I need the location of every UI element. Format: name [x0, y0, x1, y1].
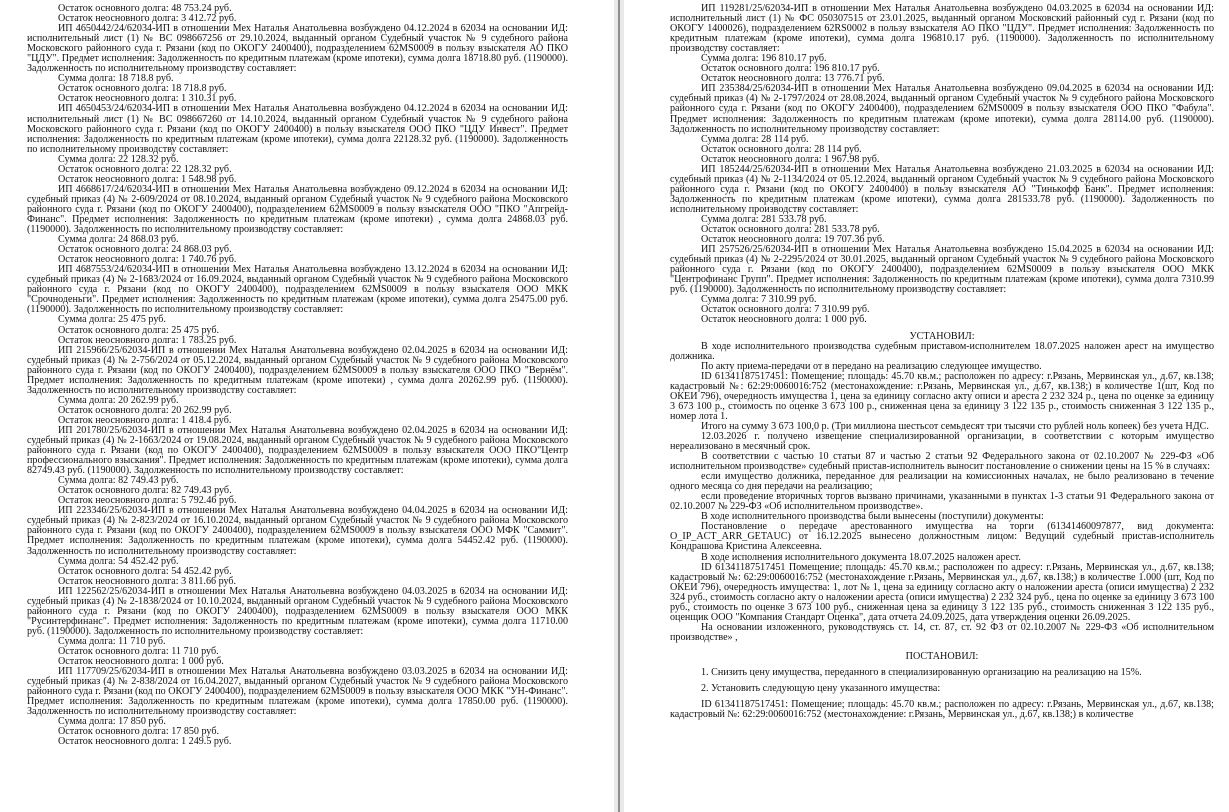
- paragraph: ИП 4650453/24/62034-ИП в отношении Мех Наталья Анатольевна возбуждено 04.12.2024 в 62034 на основании ИД: исполнительный лист (1) № ВС 098667260 от 14.10.2024, выданный органом Судебный участок № 9 судебного района Московского районного суда г. Рязани (код по ОКОГУ 2400400) в пользу взыскателя ООО ПКО "ЦДУ Инвест". Предмет исполнения: Задолженность по кредитным платежам (кроме ипотеки), сумма долга 22128.32 руб. (1190000). Задолженность по исполнительному производству составляет:: [27, 103, 568, 155]
- section-heading: ПОСТАНОВИЛ:: [905, 650, 979, 662]
- debt-summary-line: Остаток основного долга: 24 868.03 руб.: [58, 244, 232, 256]
- debt-summary-line: Сумма долга: 196 810.17 руб.: [701, 53, 827, 65]
- paragraph: ID 61341187517451: Помещение; площадь: 45.70 кв.м.; расположен по адресу: г.Рязань, Мервинская ул., д.67, кв.138; кадастровый №: 62:29:0060016:752 (местонахождение: г.Рязань, Мервинская ул., д.67, кв.138;) в количестве: [670, 699, 1214, 721]
- paragraph: В соответствии с частью 10 статьи 87 и частью 2 статьи 92 Федерального закона от 02.10.2007 № 229-ФЗ «Об исполнительном производстве» судебный пристав-исполнитель выносит постановление о снижении цены на 15 % в случаях:: [670, 451, 1214, 473]
- debt-summary-line: Остаток основного долга: 22 128.32 руб.: [58, 163, 232, 175]
- paragraph: ИП 235384/25/62034-ИП в отношении Мех Наталья Анатольевна возбуждено 09.04.2025 в 62034 на основании ИД: судебный приказ (4) № 2-1797/2024 от 28.08.2024, выданный органом Судебный участок № 9 судебного района Московского районного суда г. Рязани (код по ОКОГУ 2400400), подразделением 62MS0009 в пользу взыскателя ООО ПКО "Фабула". Предмет исполнения: Задолженность по кредитным платежам (кроме ипотеки), сумма долга 28114.00 руб. (1190000). Задолженность по исполнительному производству составляет:: [670, 83, 1214, 135]
- debt-summary-line: Сумма долга: 82 749.43 руб.: [58, 475, 179, 487]
- debt-summary-line: Остаток основного долга: 196 810.17 руб.: [701, 63, 880, 75]
- paragraph: В ходе исполнения исполнительного документа 18.07.2025 наложен арест.: [701, 551, 1021, 563]
- section-heading: УСТАНОВИЛ:: [909, 330, 975, 342]
- debt-summary-line: Остаток неосновного долга: 1 548.98 руб.: [58, 173, 237, 185]
- paragraph: ИП 4650442/24/62034-ИП в отношении Мех Наталья Анатольевна возбуждено 04.12.2024 в 62034 на основании ИД: исполнительный лист (1) № ВС 098667256 от 29.10.2024, выданный органом Судебный участок № 9 судебного района Московского районного суда г. Рязани (код по ОКОГУ 2400400), подразделением 62MS0009 в пользу взыскателя АО ПКО "ЦДУ". Предмет исполнения: Задолженность по кредитным платежам (кроме ипотеки), сумма долга 18718.80 руб. (1190000). Задолженность по исполнительному производству составляет:: [27, 23, 568, 75]
- paragraph: ИП 185244/25/62034-ИП в отношении Мех Наталья Анатольевна возбуждено 21.03.2025 в 62034 на основании ИД: судебный приказ (4) № 2-1134/2024 от 05.12.2024, выданный органом Судебный участок № 9 судебного района Московского районного суда г. Рязани (код по ОКОГУ 2400400) в пользу взыскателя АО "Тинькофф Банк". Предмет исполнения: Задолженность по кредитным платежам (кроме ипотеки), сумма долга 281533.78 руб. (1190000). Задолженность по исполнительному производству составляет:: [670, 163, 1214, 215]
- debt-summary-line: Сумма долга: 25 475 руб.: [58, 314, 166, 326]
- paragraph: ИП 4668617/24/62034-ИП в отношении Мех Наталья Анатольевна возбуждено 09.12.2024 в 62034 на основании ИД: судебный приказ (4) № 2-609/2024 от 08.10.2024, выданный органом Судебный участок № 9 судебного района Московского районного суда г. Рязани (код по ОКОГУ 2400400), подразделением 62MS0009 в пользу взыскателя ООО "ПКО "Апгрейд-Финанс". Предмет исполнения: Задолженность по кредитным платежам (кроме ипотеки) , сумма долга 24868.03 руб. (1190000). Задолженность по исполнительному производству составляет:: [27, 183, 568, 236]
- debt-summary-line: Остаток основного долга: 82 749.43 руб.: [58, 485, 232, 497]
- debt-summary-line: Остаток основного долга: 281 533.78 руб.: [701, 224, 880, 236]
- page-divider: [618, 0, 620, 812]
- paragraph: В ходе исполнительного производства судебным приставом-исполнителем 18.07.2025 наложен арест на имущество должника.: [670, 340, 1214, 362]
- paragraph: 2. Установить следующую цену указанного имущества:: [701, 683, 941, 695]
- debt-summary-line: Остаток основного долга: 48 753.24 руб.: [58, 3, 232, 14]
- paragraph: ID 61341187517451: Помещение; площадь: 45.70 кв.м.; расположен по адресу: г.Рязань, Мервинская ул., д.67, кв.138; кадастровый №: 62:29:0060016:752 (местонахождение: г.Рязань, Мервинская ул., д.67, кв.138;) в количестве 1(шт, Код по ОКЕИ 796), очередность имущества 1, цена за единицу согласно акту описи и ареста 2 232 324 р., цена по оценке за единицу 3 673 100 р., стоимость по оценке 3 673 100 р., сниженная цена за единицу 3 122 135 р., стоимость сниженная 3 122 135 р., номер лота 1.: [670, 370, 1214, 422]
- paragraph: если проведение вторичных торгов вызвано причинами, указанными в пунктах 1-3 статьи 91 Федерального закона от 02.10.2007 № 229-ФЗ «Об исполнительном производстве».: [670, 491, 1214, 513]
- debt-summary-line: Остаток неосновного долга: 13 776.71 руб.: [701, 73, 885, 85]
- paragraph: ИП 122562/25/62034-ИП в отношении Мех Наталья Анатольевна возбуждено 04.03.2025 в 62034 на основании ИД: судебный приказ (4) № 2-1838/2024 от 10.10.2024, выданный органом Судебный участок № 9 судебного района Московского районного суда г. Рязани (код по ОКОГУ 2400400), подразделением 62MS0009 в пользу взыскателя ООО МКК "Русинтерфинанс". Предмет исполнения: Задолженность по кредитным платежам (кроме ипотеки), сумма долга 11710.00 руб. (1190000). Задолженность по исполнительному производству составляет:: [27, 585, 568, 637]
- paragraph: 1. Снизить цену имущества, переданного в специализированную организацию на реализацию на 15%.: [701, 667, 1142, 678]
- debt-summary-line: Остаток неосновного долга: 3 811.66 руб.: [58, 575, 237, 587]
- debt-summary-line: Сумма долга: 24 868.03 руб.: [58, 234, 179, 246]
- debt-summary-line: Остаток основного долга: 25 475 руб.: [58, 324, 219, 336]
- debt-summary-line: Остаток неосновного долга: 1 000 руб.: [701, 314, 867, 326]
- paragraph: ИП 201780/25/62034-ИП в отношении Мех Наталья Анатольевна возбуждено 02.04.2025 в 62034 на основании ИД: судебный приказ (4) № 2-1663/2024 от 19.08.2024, выданный органом Судебный участок № 9 судебного района Московского районного суда г. Рязани (код по ОКОГУ 2400400), подразделением 62MS0009 в пользу взыскателя ООО ПКО"Центр профессионального взыскания". Предмет исполнения: Задолженность по кредитным платежам (кроме ипотеки), сумма долга 82749.43 руб. (1190000). Задолженность по исполнительному производству составляет:: [27, 424, 568, 477]
- debt-summary-line: Остаток основного долга: 20 262.99 руб.: [58, 404, 232, 416]
- debt-summary-line: Сумма долга: 20 262.99 руб.: [58, 394, 179, 406]
- paragraph: ИП 119281/25/62034-ИП в отношении Мех Наталья Анатольевна возбуждено 04.03.2025 в 62034 на основании ИД: исполнительный лист (1) № ФС 050307515 от 23.01.2025, выданный органом Московский районный суд г. Рязани (код по ОКОГУ 1400026), подразделением 62RS0002 в пользу взыскателя АО ПКО "ЦДУ". Предмет исполнения: Задолженность по кредитным платежам (кроме ипотеки), сумма долга 196810.17 руб. (1190000). Задолженность по исполнительному производству составляет:: [670, 3, 1214, 55]
- debt-summary-line: Остаток неосновного долга: 1 000 руб.: [58, 656, 224, 668]
- debt-summary-line: Остаток неосновного долга: 1 418.4 руб.: [58, 414, 232, 426]
- debt-summary-line: Сумма долга: 28 114 руб.: [701, 133, 809, 145]
- debt-summary-line: Остаток основного долга: 11 710 руб.: [58, 646, 219, 657]
- paragraph: 12.03.2026 г. получено извещение специализированной организации, в соответствии с которым имущество нереализовано в месячный срок.: [670, 430, 1214, 453]
- debt-summary-line: Остаток неосновного долга: 19 707.36 руб.: [701, 234, 885, 246]
- debt-summary-line: Сумма долга: 7 310.99 руб.: [701, 294, 817, 306]
- document-page-left: [0, 0, 614, 812]
- debt-summary-line: Сумма долга: 18 718.8 руб.: [58, 73, 174, 85]
- debt-summary-line: Остаток неосновного долга: 1 740.76 руб.: [58, 254, 237, 266]
- debt-summary-line: Остаток основного долга: 18 718.8 руб.: [58, 83, 227, 95]
- paragraph: ИП 4687553/24/62034-ИП в отношении Мех Наталья Анатольевна возбуждено 13.12.2024 в 62034 на основании ИД: судебный приказ (4) № 2-1683/2024 от 16.09.2024, выданный органом Судебный участок № 9 судебного района Московского районного суда г. Рязани (код по ОКОГУ 2400400), подразделением 62MS0009 в пользу взыскателя ООО МКК "Срочноденьги". Предмет исполнения: Задолженность по кредитным платежам (кроме ипотеки), сумма долга 25475.00 руб. (1190000). Задолженность по исполнительному производству составляет:: [27, 264, 568, 316]
- paragraph: В ходе исполнительного производства были вынесены (поступили) документы:: [701, 511, 1044, 523]
- paragraph: ИП 117709/25/62034-ИП в отношении Мех Наталья Анатольевна возбуждено 03.03.2025 в 62034 на основании ИД: судебный приказ (4) № 2-838/2024 от 16.04.2027, выданный органом Судебный участок № 9 судебного района Московского районного суда г. Рязани (код по ОКОГУ 2400400), подразделением 62MS0009 в пользу взыскателя ООО МКК "УН-Финанс". Предмет исполнения: Задолженность по кредитным платежам (кроме ипотеки), сумма долга 17850.00 руб. (1190000). Задолженность по исполнительному производству составляет:: [27, 666, 568, 718]
- paragraph: если имущество должника, переданное для реализации на комиссионных началах, не было реализовано в течение одного месяца со дня передачи на реализацию;: [670, 471, 1214, 493]
- debt-summary-line: Остаток неосновного долга: 1 783.25 руб.: [58, 334, 237, 346]
- paragraph: ИП 223346/25/62034-ИП в отношении Мех Наталья Анатольевна возбуждено 04.04.2025 в 62034 на основании ИД: судебный приказ (4) № 2-823/2024 от 16.10.2024, выданный органом Судебный участок № 9 судебного района Московского районного суда г. Рязани (код по ОКОГУ 2400400), подразделением 62MS0009 в пользу взыскателя ООО МФК "Саммит". Предмет исполнения: Задолженность по кредитным платежам (кроме ипотеки), сумма долга 54452.42 руб. (1190000). Задолженность по исполнительному производству составляет:: [27, 505, 568, 557]
- debt-summary-line: Остаток неосновного долга: 1 967.98 руб.: [701, 153, 880, 165]
- paragraph: Постановление о передаче арестованного имущества на торги (61341460097877, вид документа: O_IP_ACT_ARR_GETAUC) от 16.12.2025 вынесено должностным лицом: Ведущий судебный пристав-исполнитель Кондрашова Кристина Алексеевна.: [670, 521, 1214, 553]
- paragraph: На основании изложенного, руководствуясь ст. 14, ст. 87, ст. 92 ФЗ от 02.10.2007 № 229-ФЗ «Об исполнительном производстве» ,: [670, 621, 1214, 643]
- debt-summary-line: Сумма долга: 281 533.78 руб.: [701, 213, 827, 225]
- debt-summary-line: Остаток неосновного долга: 5 792.46 руб.: [58, 495, 237, 507]
- debt-summary-line: Остаток основного долга: 28 114 руб.: [701, 143, 862, 155]
- debt-summary-line: Остаток основного долга: 7 310.99 руб.: [701, 304, 870, 316]
- debt-summary-line: Остаток основного долга: 17 850 руб.: [58, 726, 219, 738]
- debt-summary-line: Сумма долга: 54 452.42 руб.: [58, 555, 179, 567]
- paragraph: По акту приема-передачи от в передано на реализацию следующее имущество.: [701, 360, 1042, 372]
- paragraph: ИП 257526/25/62034-ИП в отношении Мех Наталья Анатольевна возбуждено 15.04.2025 в 62034 на основании ИД: судебный приказ (4) № 2-2295/2024 от 30.01.2025, выданный органом Судебный участок № 9 судебного района Московского районного суда г. Рязани (код по ОКОГУ 2400400), подразделением 62MS0009 в пользу взыскателя ООО МКК "Центрофинанс Групп". Предмет исполнения: Задолженность по кредитным платежам (кроме ипотеки), сумма долга 7310.99 руб. (1190000). Задолженность по исполнительному производству составляет:: [670, 244, 1214, 296]
- document-page-right: [624, 0, 1229, 812]
- debt-summary-line: Сумма долга: 11 710 руб.: [58, 635, 166, 647]
- debt-summary-line: Остаток основного долга: 54 452.42 руб.: [58, 565, 232, 577]
- paragraph: ИП 215966/25/62034-ИП в отношении Мех Наталья Анатольевна возбуждено 02.04.2025 в 62034 на основании ИД: судебный приказ (4) № 2-756/2024 от 05.12.2024, выданный органом Судебный участок № 9 судебного района Московского районного суда г. Рязани (код по ОКОГУ 2400400), подразделением 62MS0009 в пользу взыскателя ООО ПКО "Вернём". Предмет исполнения: Задолженность по кредитным платежам (кроме ипотеки) , сумма долга 20262.99 руб. (1190000). Задолженность по исполнительному производству составляет:: [27, 344, 568, 396]
- paragraph: ID 61341187517451 Помещение; площадь: 45.70 кв.м.; расположен по адресу: г.Рязань, Мервинская ул., д.67, кв.138; кадастровый №: 62:29:0060016:752 (местонахождение г.Рязань, Мервинская ул., д.67, кв.138;) в количестве 1.000 (шт, Код по ОКЕИ 796), очередность имущества: 1, лот № 1, цена за единицу согласно акту о наложении ареста (описи имущества) 2 232 324 руб., стоимость согласно акту о наложении ареста (описи имущества) 2 232 324 руб., цена по оценке за единицу 3 673 100 руб., стоимость по оценке 3 673 100 руб., сниженная цена за единицу 3 122 135 руб., стоимость сниженная 3 122 135 руб., оценщик ООО "Компания Стандарт Оценка", дата отчета 24.09.2025, дата утверждения оценки 26.09.2025.: [670, 561, 1214, 623]
- debt-summary-line: Сумма долга: 17 850 руб.: [58, 716, 166, 728]
- debt-summary-line: Остаток неосновного долга: 3 412.72 руб.: [58, 13, 237, 25]
- debt-summary-line: Остаток неосновного долга: 1 310.31 руб.: [58, 93, 237, 105]
- debt-summary-line: Остаток неосновного долга: 1 249.5 руб.: [58, 736, 232, 748]
- paragraph: Итого на сумму 3 673 100,0 р. (Три миллиона шестьсот семьдесят три тысячи сто рублей ноль копеек) без учета НДС.: [701, 420, 1209, 432]
- debt-summary-line: Сумма долга: 22 128.32 руб.: [58, 153, 179, 165]
